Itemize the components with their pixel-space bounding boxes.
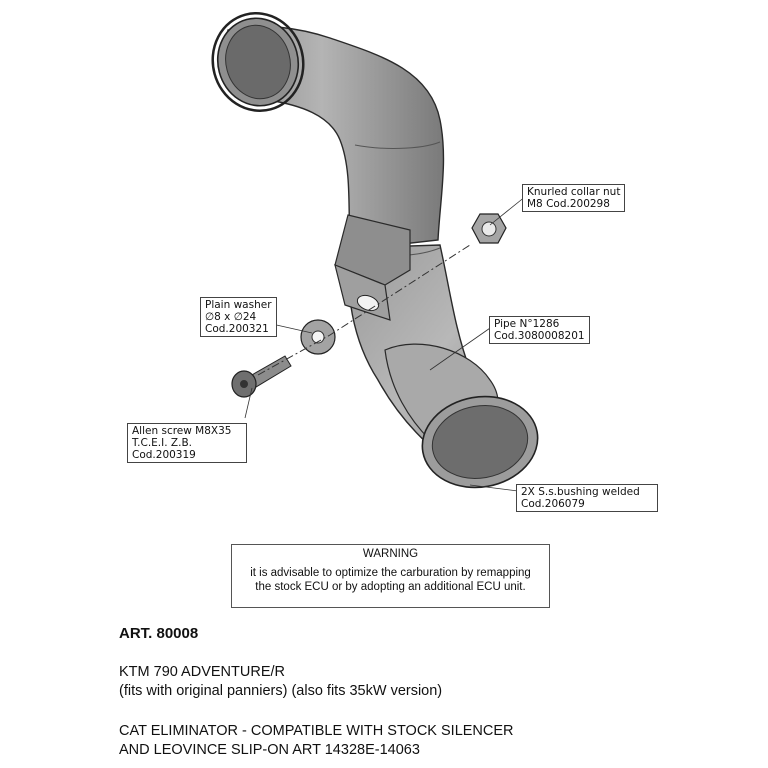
knurled-collar-nut [472,214,506,243]
callout-pipe [489,316,590,344]
fitment-note: (fits with original panniers) (also fits 35kW version) [119,683,443,699]
plain-washer [301,320,335,354]
description-line2: AND LEOVINCE SLIP-ON ART 14328E-14063 [119,742,420,758]
callout-plain-washer [200,297,277,337]
callout-washer-line2: ∅8 x ∅24 [205,311,257,323]
callout-screw-line2: T.C.E.I. Z.B. [132,437,192,449]
warning-title: WARNING [362,548,419,560]
callout-bushing-line1: 2X S.s.bushing welded [521,486,640,498]
warning-text-line2: the stock ECU or by adopting an additional ECU unit. [255,581,526,593]
callout-bushing-line2: Cod.206079 [521,498,585,510]
callout-screw-line3: Cod.200319 [132,449,196,461]
warning-text-line1: it is advisable to optimize the carburation by remapping [250,567,531,579]
model-name: KTM 790 ADVENTURE/R [119,664,285,680]
callout-washer-line3: Cod.200321 [205,323,269,335]
article-title: ART. 80008 [119,625,199,642]
callout-knurled-collar-nut [522,184,625,212]
callout-bushing [516,484,658,512]
callout-allen-screw [127,423,247,463]
callout-washer-line1: Plain washer [205,299,272,311]
callout-pipe-line2: Cod.3080008201 [494,330,585,342]
callout-nut-line1: Knurled collar nut [527,186,621,198]
callout-pipe-line1: Pipe N°1286 [494,318,560,330]
description-line1: CAT ELIMINATOR - COMPATIBLE WITH STOCK SILENCER [119,723,514,739]
callout-screw-line1: Allen screw M8X35 [132,425,232,437]
warning-box [231,544,550,608]
callout-nut-line2: M8 Cod.200298 [527,198,610,210]
